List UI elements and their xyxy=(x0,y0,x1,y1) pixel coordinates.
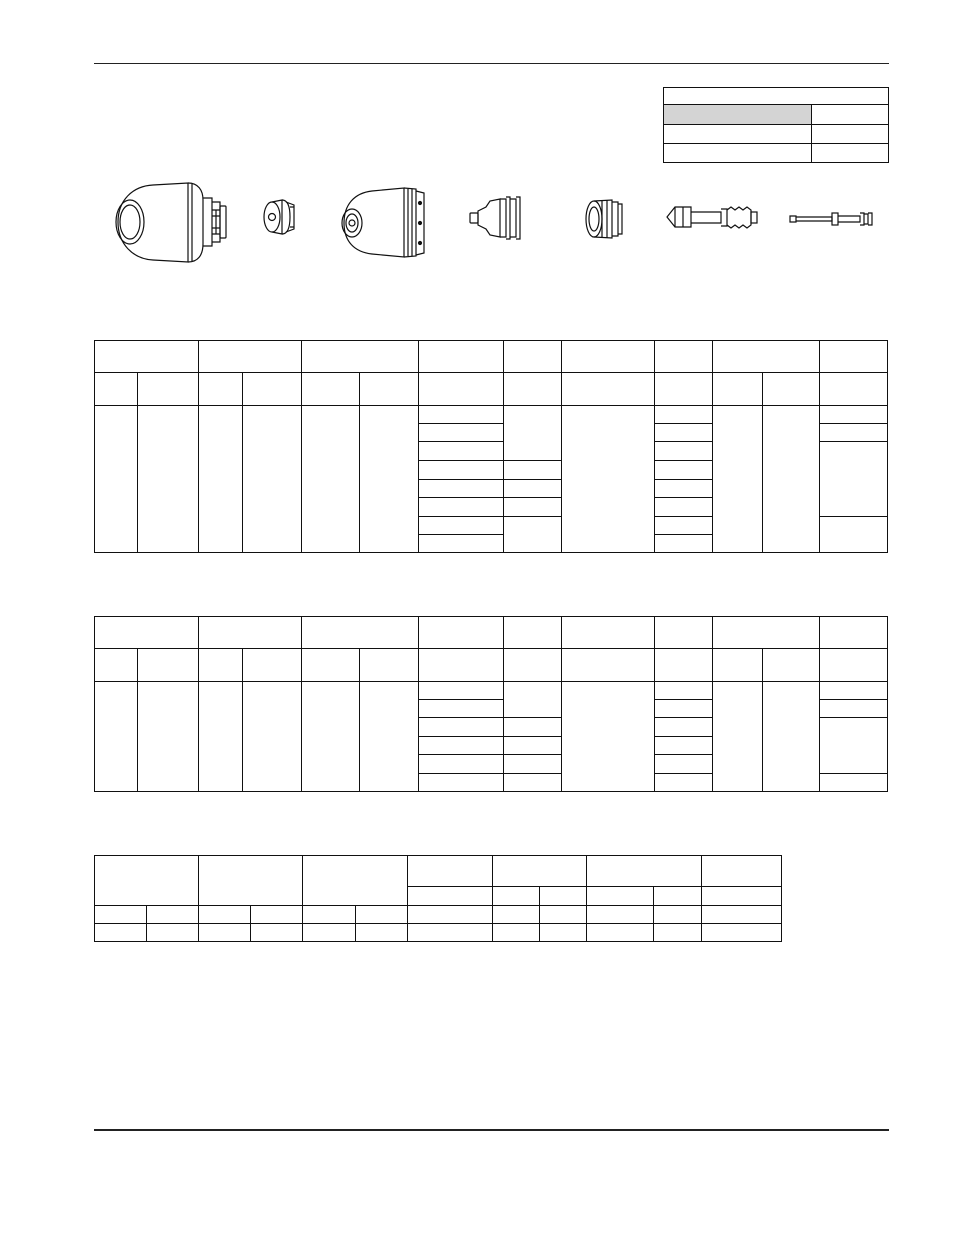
legend-table xyxy=(663,87,889,163)
cut-chart-table-3 xyxy=(94,855,782,942)
footer-rule xyxy=(94,1129,889,1131)
water-tube-icon xyxy=(788,209,878,229)
legend-shaded-cell xyxy=(664,105,812,125)
consumable-parts-row xyxy=(100,175,880,265)
shield-icon xyxy=(108,180,233,265)
cut-chart-table-2 xyxy=(94,616,888,792)
shield-cap-icon xyxy=(258,197,303,237)
retaining-cap-icon xyxy=(332,183,432,258)
header-rule xyxy=(94,63,889,64)
cut-chart-table-1 xyxy=(94,340,888,553)
electrode-icon xyxy=(665,203,765,233)
swirl-ring-icon xyxy=(582,197,627,242)
legend-header xyxy=(664,88,889,105)
nozzle-icon xyxy=(468,193,528,243)
